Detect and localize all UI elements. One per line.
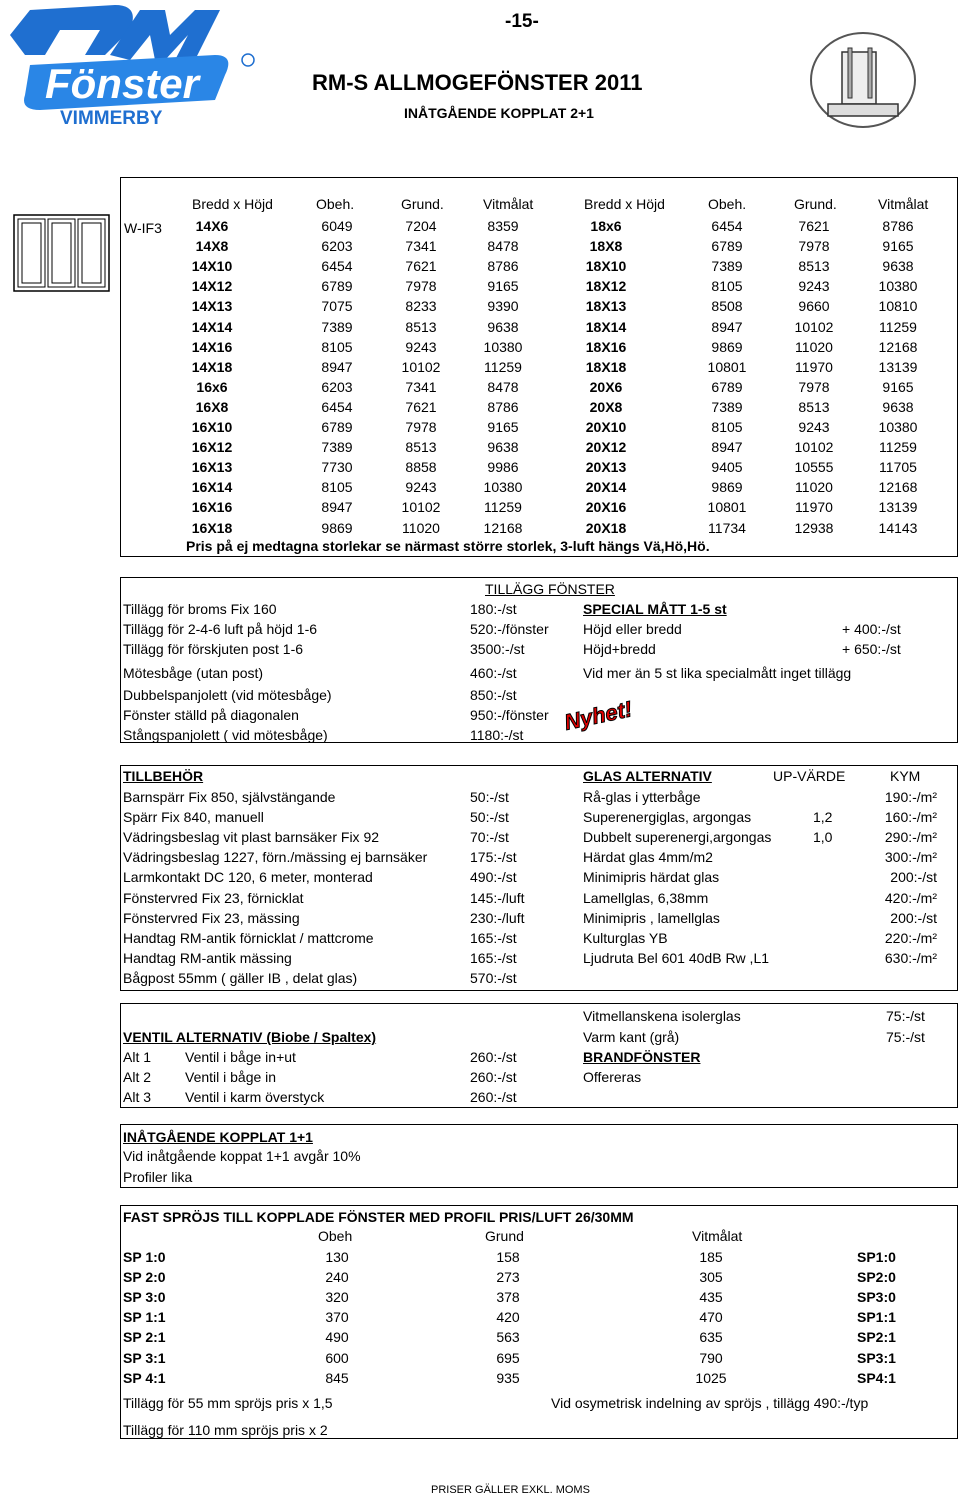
tillbehor-label: Fönstervred Fix 23, förnicklat	[123, 889, 304, 906]
tillbehor-price: 165:-/st	[470, 949, 517, 966]
size-cell: 14X8	[195, 238, 229, 255]
sprojs-note1: Tillägg för 55 mm spröjs pris x 1,5	[123, 1395, 333, 1411]
kopplat-line1: Vid inåtgående koppat 1+1 avgår 10%	[123, 1148, 361, 1164]
special-note: Vid mer än 5 st lika specialmått inget tillägg	[583, 665, 852, 681]
price-cell: 9869	[711, 479, 743, 496]
price-cell: 6454	[711, 218, 743, 234]
price-cell: 8478	[487, 378, 519, 395]
table-row	[121, 397, 957, 417]
varmkant-label: Varm kant (grå)	[583, 1029, 680, 1045]
size-cell: 14X18	[191, 358, 233, 375]
price-cell: 11259	[484, 499, 522, 516]
price-cell: 9638	[882, 398, 914, 415]
tillagg-price: 180:-/st	[470, 601, 517, 617]
price-cell: 12168	[878, 479, 918, 496]
sprojs-price: 935	[496, 1369, 520, 1386]
tillagg-label: Tillägg för 2-4-6 luft på höjd 1-6	[123, 621, 318, 637]
price-cell: 11705	[879, 459, 917, 476]
sprojs-price: 600	[325, 1349, 349, 1366]
ventil-label: Ventil i karm överstyck	[185, 1089, 325, 1105]
size-cell: 14X10	[191, 258, 233, 275]
price-cell: 8105	[321, 338, 353, 355]
price-cell: 9660	[798, 298, 830, 315]
tillagg-label: Tillägg för förskjuten post 1-6	[123, 641, 304, 657]
sprojs-price: 563	[496, 1329, 520, 1346]
price-cell: 9638	[882, 258, 914, 275]
sprojs-price: 240	[325, 1269, 349, 1286]
tillbehor-price: 50:-/st	[470, 809, 509, 826]
special-1-label: Höjd eller bredd	[583, 621, 682, 637]
price-cell: 9243	[798, 278, 830, 295]
tillbehor-price: 490:-/st	[470, 869, 517, 886]
price-cell: 10555	[794, 459, 834, 476]
price-cell: 8786	[487, 258, 519, 275]
price-cell: 11734	[708, 519, 746, 536]
size-cell: 16x6	[196, 378, 228, 395]
size-cell: 16X12	[191, 439, 233, 456]
price-cell: 10102	[401, 358, 441, 375]
glas-label: Ljudruta Bel 601 40dB Rw ,L1	[583, 949, 770, 966]
price-footnote: Pris på ej medtagna storlekar se närmast större storlek, 3-luft hängs Vä,Hö,Hö.	[186, 538, 710, 554]
tillagg-price: 950:-/fönster	[470, 707, 549, 723]
size-cell: 20X16	[585, 499, 627, 516]
model-code: W-IF3	[124, 220, 162, 236]
glas-price: 160:-/m²	[884, 809, 937, 826]
glas-price: 420:-/m²	[884, 889, 937, 906]
size-cell: 14X14	[191, 318, 233, 335]
tillagg-price: 3500:-/st	[470, 641, 525, 657]
price-cell: 6454	[321, 258, 353, 275]
brand-text: Offereras	[583, 1069, 642, 1085]
col-obeh-2: Obeh.	[708, 196, 747, 212]
price-cell: 9243	[798, 419, 830, 435]
tillbehor-label: Vädringsbeslag 1227, förn./mässing ej barnsäker	[123, 849, 428, 866]
ventil-alt: Alt 2	[123, 1069, 152, 1085]
logo-sub: VIMMERBY	[60, 108, 163, 129]
tillbehor-label: Fönstervred Fix 23, mässing	[123, 909, 300, 926]
price-table-header	[121, 194, 957, 214]
sprojs-code: SP 4:1	[123, 1369, 166, 1386]
price-cell: 10102	[794, 318, 834, 335]
tillagg-label: Fönster ställd på diagonalen	[123, 707, 299, 723]
table-row	[121, 477, 957, 497]
table-row	[121, 276, 957, 296]
price-cell: 8513	[405, 439, 437, 456]
sprojs-code: SP 3:1	[123, 1349, 166, 1366]
size-cell: 18X10	[585, 258, 627, 275]
tillbehor-price: 570:-/st	[470, 969, 517, 986]
tillagg-label: Mötesbåge (utan post)	[123, 665, 264, 681]
price-cell: 9165	[882, 238, 914, 255]
table-row	[121, 377, 957, 397]
size-cell: 16X8	[195, 398, 229, 415]
sprojs-code: SP1:1	[857, 1309, 896, 1326]
tillbehor-price: 145:-/luft	[470, 889, 525, 906]
price-cell: 7978	[798, 378, 830, 395]
glas-heading: GLAS ALTERNATIV	[583, 768, 712, 784]
sprojs-heading: FAST SPRÖJS TILL KOPPLADE FÖNSTER MED PROFIL PRIS/LUFT 26/30MM	[123, 1209, 634, 1225]
tillagg-label: Tillägg för broms Fix 160	[123, 601, 277, 617]
sprojs-price: 470	[699, 1309, 723, 1326]
tillbehor-price: 50:-/st	[470, 789, 509, 805]
price-cell: 12938	[794, 519, 834, 536]
price-cell: 7621	[798, 218, 830, 234]
glas-label: Dubbelt superenergi,argongas	[583, 829, 772, 846]
size-cell: 14X16	[191, 338, 233, 355]
glas-col-up: UP-VÄRDE	[773, 768, 846, 784]
col-vitmalat-2: Vitmålat	[878, 196, 929, 212]
price-cell: 9165	[882, 378, 914, 395]
price-cell: 13139	[878, 499, 918, 516]
price-cell: 9405	[711, 459, 743, 476]
ventil-heading: VENTIL ALTERNATIV (Biobe / Spaltex)	[123, 1029, 377, 1045]
page-number: -15-	[505, 11, 539, 32]
tillagg-price: 520:-/fönster	[470, 621, 549, 637]
price-cell: 8105	[711, 278, 743, 295]
size-cell: 14X12	[191, 278, 233, 295]
glas-price: 220:-/m²	[884, 929, 937, 946]
price-cell: 7389	[321, 439, 353, 456]
glas-price: 630:-/m²	[884, 949, 937, 966]
table-row	[121, 437, 957, 457]
ventil-price: 260:-/st	[470, 1049, 517, 1065]
glas-col-kym: KYM	[890, 768, 921, 784]
kopplat-box	[120, 1124, 958, 1188]
glas-up: 1,0	[813, 829, 833, 846]
table-row	[121, 256, 957, 276]
tillbehor-label: Handtag RM-antik mässing	[123, 949, 292, 966]
size-cell: 18X12	[585, 278, 627, 295]
tillbehor-label: Bågpost 55mm ( gäller IB , delat glas)	[123, 969, 358, 986]
price-cell: 6789	[321, 419, 353, 435]
ventil-label: Ventil i båge in	[185, 1069, 277, 1085]
price-cell: 7978	[798, 238, 830, 255]
svg-text:Fönster: Fönster	[45, 60, 200, 107]
tillagg-price: 1180:-/st	[470, 727, 524, 743]
table-row	[121, 518, 957, 538]
sprojs-code: SP1:0	[857, 1249, 896, 1265]
price-cell: 13139	[878, 358, 918, 375]
sprojs-code: SP 1:1	[123, 1309, 166, 1326]
sprojs-note2: Vid osymetrisk indelning av spröjs , tillägg 490:-/typ	[551, 1395, 869, 1411]
size-cell: 20X12	[585, 439, 627, 456]
ventil-alt: Alt 1	[123, 1049, 152, 1065]
price-cell: 11970	[795, 499, 833, 516]
price-cell: 7389	[321, 318, 353, 335]
sprojs-code: SP 2:0	[123, 1269, 166, 1286]
price-cell: 14143	[878, 519, 918, 536]
glas-price: 300:-/m²	[884, 849, 937, 866]
price-cell: 6203	[321, 238, 353, 255]
sprojs-code: SP 3:0	[123, 1289, 166, 1306]
sprojs-col-obeh: Obeh	[318, 1228, 353, 1244]
brand-heading: BRANDFÖNSTER	[583, 1049, 701, 1065]
size-cell: 18X8	[589, 238, 623, 255]
glas-label: Lamellglas, 6,38mm	[583, 889, 709, 906]
table-row	[121, 337, 957, 357]
sprojs-col-vitmalat: Vitmålat	[692, 1228, 743, 1244]
ventil-price: 260:-/st	[470, 1089, 517, 1105]
tillbehor-label: Vädringsbeslag vit plast barnsäker Fix 92	[123, 829, 380, 846]
sprojs-price: 305	[699, 1269, 723, 1286]
size-cell: 18X18	[585, 358, 627, 375]
tillbehor-price: 175:-/st	[470, 849, 517, 866]
tillagg-box	[120, 577, 958, 743]
price-cell: 10810	[878, 298, 918, 315]
ventil-price: 260:-/st	[470, 1069, 517, 1085]
col-grund-2: Grund.	[794, 196, 837, 212]
price-cell: 10801	[707, 358, 747, 375]
price-cell: 6454	[321, 398, 353, 415]
glas-label: Kulturglas YB	[583, 929, 668, 946]
price-cell: 8947	[321, 358, 353, 375]
tillbehor-label: Spärr Fix 840, manuell	[123, 809, 264, 826]
price-cell: 11020	[795, 479, 833, 496]
special-heading: SPECIAL MÅTT 1-5 st	[583, 601, 727, 617]
price-cell: 10380	[878, 278, 918, 295]
sprojs-col-grund: Grund	[485, 1228, 524, 1244]
logo	[0, 0, 270, 140]
window-3-luft-icon	[13, 214, 110, 292]
table-row	[121, 497, 957, 517]
sprojs-price: 435	[699, 1289, 723, 1306]
tillbehor-price: 70:-/st	[470, 829, 509, 846]
price-cell: 12168	[483, 519, 523, 536]
price-cell: 8105	[321, 479, 353, 496]
vitmellan-label: Vitmellanskena isolerglas	[583, 1008, 741, 1024]
price-cell: 6203	[321, 378, 353, 395]
vitmellan-price: 75:-/st	[886, 1008, 925, 1024]
glas-label: Härdat glas 4mm/m2	[583, 849, 713, 866]
glas-price: 190:-/m²	[884, 789, 937, 805]
sprojs-code: SP2:0	[857, 1269, 896, 1286]
price-cell: 9638	[487, 318, 519, 335]
glas-price: 200:-/st	[890, 909, 937, 926]
price-cell: 7730	[321, 459, 353, 476]
tillbehor-price: 165:-/st	[470, 929, 517, 946]
price-cell: 9243	[405, 338, 437, 355]
sprojs-price: 790	[699, 1349, 723, 1366]
price-cell: 8513	[798, 258, 830, 275]
price-cell: 10380	[483, 338, 523, 355]
glas-label: Minimipris härdat glas	[583, 869, 720, 886]
price-table	[120, 177, 958, 557]
sprojs-code: SP4:1	[857, 1369, 896, 1386]
sprojs-price: 845	[325, 1369, 349, 1386]
tillbehor-label: Handtag RM-antik förnicklat / mattcrome	[123, 929, 374, 946]
size-cell: 16X16	[191, 499, 233, 516]
ventil-alt: Alt 3	[123, 1089, 152, 1105]
size-cell: 16X10	[191, 419, 233, 435]
sprojs-price: 130	[325, 1249, 349, 1265]
price-cell: 9869	[711, 338, 743, 355]
window-profile-icon	[808, 30, 918, 130]
price-cell: 12168	[878, 338, 918, 355]
page-subtitle: INÅTGÅENDE KOPPLAT 2+1	[404, 105, 594, 121]
price-cell: 10102	[401, 499, 441, 516]
sprojs-code: SP2:1	[857, 1329, 896, 1346]
tillagg-heading: TILLÄGG FÖNSTER	[485, 581, 615, 597]
sprojs-code: SP3:0	[857, 1289, 896, 1306]
price-cell: 8359	[487, 218, 519, 234]
price-cell: 8233	[405, 298, 437, 315]
page-title: RM-S ALLMOGEFÖNSTER 2011	[312, 70, 643, 95]
price-cell: 8947	[711, 439, 743, 456]
price-cell: 10380	[483, 479, 523, 496]
table-row	[121, 457, 957, 477]
price-cell: 8478	[487, 238, 519, 255]
sprojs-price: 320	[325, 1289, 349, 1306]
footer-note: PRISER GÄLLER EXKL. MOMS	[431, 1484, 590, 1496]
price-cell: 7204	[405, 218, 437, 234]
sprojs-price: 695	[496, 1349, 520, 1366]
col-obeh: Obeh.	[316, 196, 355, 212]
size-cell: 18X13	[585, 298, 627, 315]
kopplat-line2: Profiler lika	[123, 1169, 193, 1185]
price-cell: 6049	[321, 218, 353, 234]
tillagg-price: 850:-/st	[470, 687, 517, 703]
price-cell: 7389	[711, 398, 743, 415]
size-cell: 20X10	[585, 419, 627, 435]
size-cell: 16X18	[191, 519, 233, 536]
sprojs-note3: Tillägg för 110 mm spröjs pris x 2	[123, 1422, 328, 1438]
glas-label: Minimipris , lamellglas	[583, 909, 720, 926]
sprojs-box	[120, 1205, 958, 1439]
price-cell: 11259	[879, 439, 917, 456]
special-1-price: + 400:-/st	[842, 621, 901, 637]
sprojs-price: 370	[325, 1309, 349, 1326]
price-cell: 7978	[405, 419, 437, 435]
price-cell: 11259	[879, 318, 917, 335]
price-cell: 11259	[484, 358, 522, 375]
tillagg-label: Stångspanjolett ( vid mötesbåge)	[123, 727, 328, 743]
size-cell: 16X14	[191, 479, 233, 496]
size-cell: 18X14	[585, 318, 627, 335]
price-cell: 7341	[405, 238, 437, 255]
size-cell: 14X6	[195, 218, 229, 234]
sprojs-price: 1025	[695, 1369, 727, 1386]
price-cell: 11020	[402, 519, 440, 536]
price-cell: 11970	[795, 358, 833, 375]
sprojs-price: 158	[496, 1249, 520, 1265]
price-cell: 7389	[711, 258, 743, 275]
size-cell: 20X13	[585, 459, 627, 476]
price-cell: 8858	[405, 459, 437, 476]
glas-up: 1,2	[813, 809, 833, 826]
price-cell: 6789	[711, 238, 743, 255]
price-cell: 7341	[405, 378, 437, 395]
price-cell: 11020	[795, 338, 833, 355]
price-cell: 9243	[405, 479, 437, 496]
special-2-label: Höjd+bredd	[583, 641, 656, 657]
sprojs-price: 273	[496, 1269, 520, 1286]
col-grund: Grund.	[401, 196, 444, 212]
price-cell: 9986	[487, 459, 519, 476]
sprojs-code: SP3:1	[857, 1349, 896, 1366]
glas-price: 290:-/m²	[884, 829, 937, 846]
price-cell: 8508	[711, 298, 743, 315]
price-cell: 8786	[882, 218, 914, 234]
kopplat-heading: INÅTGÅENDE KOPPLAT 1+1	[123, 1129, 313, 1145]
table-row	[121, 296, 957, 316]
price-cell: 7621	[405, 258, 437, 275]
table-row	[121, 357, 957, 377]
size-cell: 20X14	[585, 479, 627, 496]
table-row	[121, 216, 957, 236]
size-cell: 18X16	[585, 338, 627, 355]
tillbehor-heading: TILLBEHÖR	[123, 768, 204, 784]
varmkant-price: 75:-/st	[886, 1029, 925, 1045]
price-cell: 10380	[878, 419, 918, 435]
price-cell: 9165	[487, 419, 519, 435]
tillbehor-label: Larmkontakt DC 120, 6 meter, monterad	[123, 869, 373, 886]
price-cell: 8513	[405, 318, 437, 335]
price-cell: 6789	[321, 278, 353, 295]
col-size-2: Bredd x Höjd	[584, 196, 665, 212]
sprojs-price: 635	[699, 1329, 723, 1346]
nyhet-badge: Nyhet!	[562, 696, 635, 735]
tillagg-label: Dubbelspanjolett (vid mötesbåge)	[123, 687, 332, 703]
price-cell: 7075	[321, 298, 353, 315]
glas-label: Superenergiglas, argongas	[583, 809, 752, 826]
size-cell: 14X13	[191, 298, 233, 315]
price-cell: 8786	[487, 398, 519, 415]
sprojs-code: SP 1:0	[123, 1249, 166, 1265]
table-row	[121, 417, 957, 437]
price-cell: 8947	[711, 318, 743, 335]
glas-price: 200:-/st	[890, 869, 937, 886]
tillbehor-price: 230:-/luft	[470, 909, 525, 926]
price-cell: 6789	[711, 378, 743, 395]
price-cell: 10102	[794, 439, 834, 456]
size-cell: 20X8	[589, 398, 623, 415]
sprojs-code: SP 2:1	[123, 1329, 166, 1346]
price-cell: 7978	[405, 278, 437, 295]
price-cell: 9390	[487, 298, 519, 315]
special-2-price: + 650:-/st	[842, 641, 901, 657]
tillbehor-label: Barnspärr Fix 850, självstängande	[123, 789, 336, 805]
glas-label: Rå-glas i ytterbåge	[583, 789, 701, 805]
table-row	[121, 317, 957, 337]
tillagg-price: 460:-/st	[470, 665, 517, 681]
sprojs-price: 490	[325, 1329, 349, 1346]
price-cell: 8513	[798, 398, 830, 415]
ventil-label: Ventil i båge in+ut	[185, 1049, 296, 1065]
size-cell: 18x6	[590, 218, 622, 234]
price-cell: 9165	[487, 278, 519, 295]
size-cell: 16X13	[191, 459, 233, 476]
price-cell: 10801	[707, 499, 747, 516]
size-cell: 20X6	[589, 378, 623, 395]
price-cell: 8947	[321, 499, 353, 516]
table-row	[121, 236, 957, 256]
price-cell: 8105	[711, 419, 743, 435]
sprojs-price: 420	[496, 1309, 520, 1326]
sprojs-price: 378	[496, 1289, 520, 1306]
col-vitmalat: Vitmålat	[483, 196, 534, 212]
tillbehor-box	[120, 765, 958, 991]
col-size: Bredd x Höjd	[192, 196, 273, 212]
size-cell: 20X18	[585, 519, 627, 536]
price-cell: 9869	[321, 519, 353, 536]
ventil-box	[120, 1003, 958, 1108]
price-cell: 9638	[487, 439, 519, 456]
logo-graphic	[0, 0, 270, 140]
price-cell: 7621	[405, 398, 437, 415]
sprojs-price: 185	[699, 1249, 723, 1265]
